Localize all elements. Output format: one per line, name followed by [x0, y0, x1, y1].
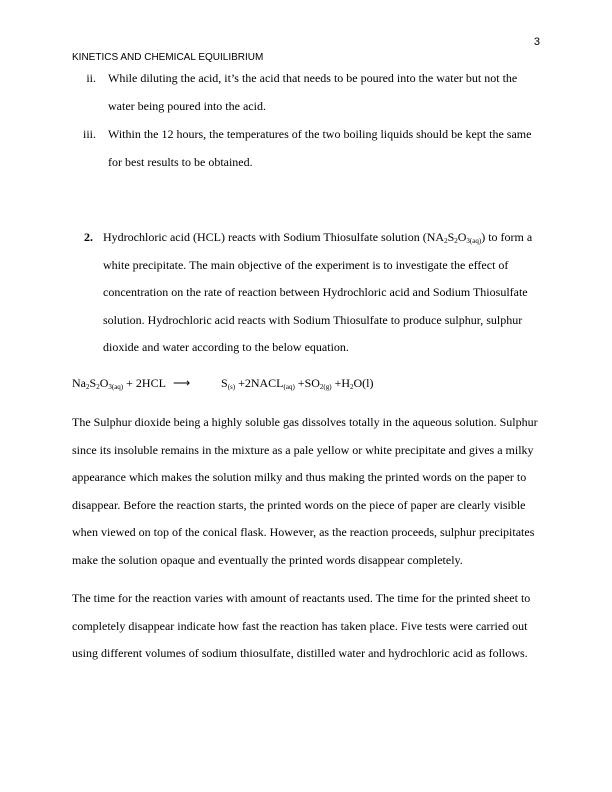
paragraph-sulphur-dioxide: The Sulphur dioxide being a highly soluble gas dissolves totally in the aqueous solution. Sulphur since its insoluble remains in the mixture as a pale yellow or white precipitate and gives a milky appearance which makes the solution milky and thus making the printed words on the paper to disappear. Before the reaction starts, the printed words on the piece of paper are clearly visible when viewed on top of the conical flask. However, as the reaction proceeds, sulphur precipitates make the solution opaque and eventually the printed words disappear completely. — [72, 415, 538, 567]
list-item-text: While diluting the acid, it’s the acid that needs to be poured into the water but not the water being poured into the acid. — [108, 71, 518, 113]
list-marker: iii. — [82, 127, 96, 141]
page-number: 3 — [533, 36, 540, 48]
chemical-equation — [72, 373, 374, 393]
text-after-formula: ) to form a white precipitate. The main objective of the experiment is to investigate the effect of concentration on the rate of reaction between Hydrochloric acid and Sodium Thiosulfate solution. Hydrochloric acid reacts with Sodium Thiosulfate to produce sulphur, sulphur dioxide and water according to the below equation. — [103, 230, 533, 354]
list-item-iii — [72, 120, 542, 176]
list-item-text: Within the 12 hours, the temperatures of the two boiling liquids should be kept the same for best results to be obtained. — [108, 127, 532, 169]
equation-reactants: $Na_2S_2O_{3(aq)} + 2HCL$ — [72, 376, 166, 391]
reaction-arrow-icon: ⟶ — [173, 376, 191, 390]
running-head: KINETICS AND CHEMICAL EQUILIBRIUM — [72, 52, 264, 63]
numbered-item-2 — [72, 224, 542, 362]
list-marker: ii. — [86, 71, 96, 85]
text-before-formula: Hydrochloric acid (HCL) reacts with Sodium Thiosulfate solution ( — [103, 230, 427, 244]
numbered-item-text — [103, 224, 542, 362]
paragraph-reaction-time: The time for the reaction varies with amount of reactants used. The time for the printed sheet to completely disappear indicate how fast the reaction has taken place. Five tests were carried out using different volumes of sodium thiosulfate, distilled water and hydrochloric acid as follows. — [72, 591, 531, 661]
thiosulfate-formula: $NA_2S_2O_{3(aq)}$ — [426, 230, 482, 245]
numbered-marker: 2. — [84, 230, 93, 244]
equation-products: $S_{(s)}$ $+2NACL_{(aq)} +SO_{2(g)} +H_2O(l)$ — [221, 376, 374, 391]
list-item-ii — [72, 64, 542, 120]
